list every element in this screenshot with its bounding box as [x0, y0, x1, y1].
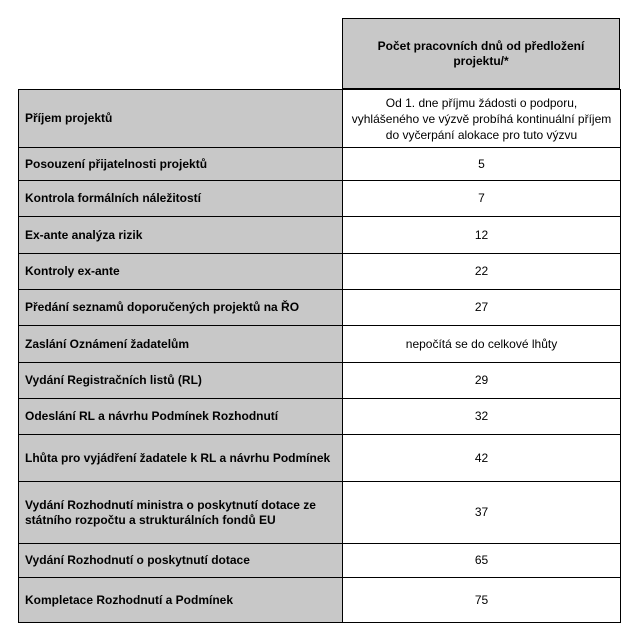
days-value: 22 [343, 254, 621, 290]
table-row [19, 217, 621, 254]
table-row [19, 544, 621, 578]
table-row [19, 399, 621, 435]
step-label: Ex-ante analýza rizik [19, 217, 343, 254]
step-label: Zaslání Oznámení žadatelům [19, 326, 343, 363]
days-value: 29 [343, 363, 621, 399]
step-label: Kontrola formálních náležitostí [19, 181, 343, 217]
step-label: Předání seznamů doporučených projektů na ŘO [19, 290, 343, 326]
process-timeline-table [18, 89, 621, 623]
table-row [19, 90, 621, 148]
days-value: 12 [343, 217, 621, 254]
table-row [19, 326, 621, 363]
days-value: 37 [343, 482, 621, 544]
step-label: Kontroly ex-ante [19, 254, 343, 290]
step-label: Posouzení přijatelnosti projektů [19, 148, 343, 181]
step-label: Příjem projektů [19, 90, 343, 148]
days-value: 75 [343, 578, 621, 623]
table-row [19, 290, 621, 326]
table-row [19, 435, 621, 482]
step-label: Vydání Registračních listů (RL) [19, 363, 343, 399]
table-row [19, 181, 621, 217]
step-label: Vydání Rozhodnutí ministra o poskytnutí dotace ze státního rozpočtu a strukturálních fondů EU [19, 482, 343, 544]
days-value: nepočítá se do celkové lhůty [343, 326, 621, 363]
table-row [19, 148, 621, 181]
days-column-header [342, 18, 620, 89]
days-value: 42 [343, 435, 621, 482]
days-value: 65 [343, 544, 621, 578]
step-label: Lhůta pro vyjádření žadatele k RL a návrhu Podmínek [19, 435, 343, 482]
step-label: Kompletace Rozhodnutí a Podmínek [19, 578, 343, 623]
days-value: 5 [343, 148, 621, 181]
table-row [19, 254, 621, 290]
table-row [19, 482, 621, 544]
days-value: 32 [343, 399, 621, 435]
table-row [19, 363, 621, 399]
days-value: Od 1. dne příjmu žádosti o podporu, vyhlášeného ve výzvě probíhá kontinuální příjem do vyčerpání alokace pro tuto výzvu [343, 90, 621, 148]
step-label: Vydání Rozhodnutí o poskytnutí dotace [19, 544, 343, 578]
table-row [19, 578, 621, 623]
days-value: 7 [343, 181, 621, 217]
step-label: Odeslání RL a návrhu Podmínek Rozhodnutí [19, 399, 343, 435]
days-column-header-label: Počet pracovních dnů od předložení projektu/* [377, 38, 585, 68]
days-value: 27 [343, 290, 621, 326]
